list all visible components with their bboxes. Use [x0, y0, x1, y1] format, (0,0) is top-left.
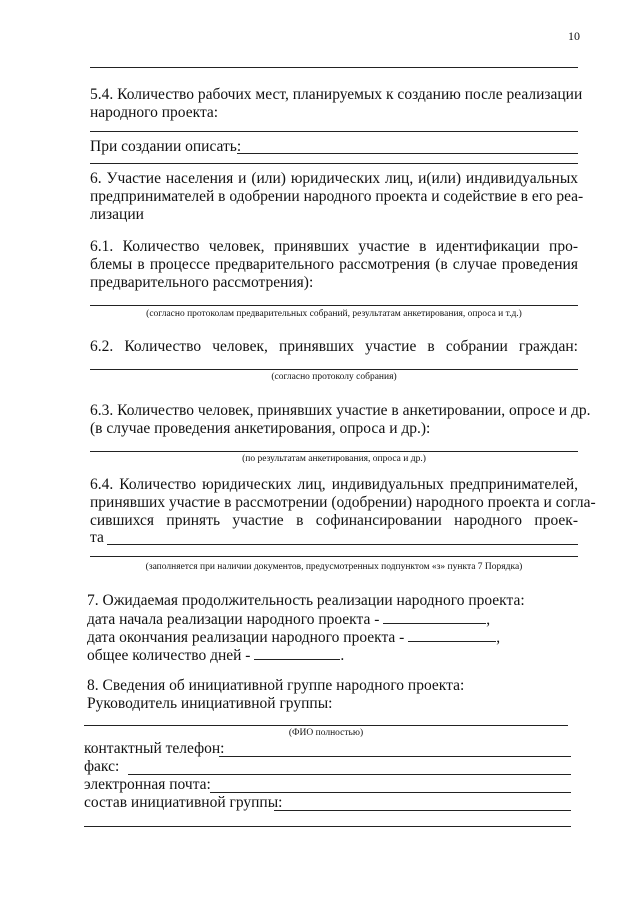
s7-end-tail: ,	[496, 629, 501, 646]
s7-start-row	[87, 610, 490, 629]
s6-1-fill-line[interactable]	[90, 305, 578, 306]
fax-label: факс:	[84, 758, 120, 775]
s6-1-line3: предварительного рассмотрения):	[90, 274, 314, 291]
s6-1-note: (согласно протоколам предварительных собраний, результатам анкетирования, опроса и т.д.)	[146, 309, 522, 319]
s6-1-line2: блемы в процессе предварительного рассмотрения (в случае проведения	[90, 256, 578, 273]
s7-days-tail: .	[340, 647, 345, 664]
describe-fill-line[interactable]	[237, 153, 578, 154]
s5-4-line1: 5.4. Количество рабочих мест, планируемых к созданию после реализации	[90, 86, 583, 103]
s6-3-note: (по результатам анкетирования, опроса и др.)	[242, 454, 426, 464]
s6-2-note: (согласно протоколу собрания)	[271, 372, 397, 382]
s7-end-label: дата окончания реализации народного проекта -	[87, 629, 405, 646]
s6-4-fill-line-2[interactable]	[90, 556, 578, 557]
s7-title: 7. Ожидаемая продолжительность реализации народного проекта:	[87, 592, 525, 609]
s7-end-row	[87, 628, 500, 647]
s6-line3: лизации	[90, 206, 144, 223]
s7-start-tail: ,	[486, 611, 491, 628]
s6-4-fill-line[interactable]	[107, 544, 578, 545]
email-field[interactable]	[210, 792, 571, 793]
describe-label: При создании описать:	[90, 138, 242, 155]
s6-2-fill-line[interactable]	[90, 369, 578, 370]
phone-label: контактный телефон:	[84, 740, 225, 757]
leader-label: Руководитель инициативной группы:	[87, 695, 333, 712]
end-date-field[interactable]	[408, 628, 496, 642]
start-date-field[interactable]	[383, 610, 486, 624]
fio-note: (ФИО полностью)	[288, 728, 364, 738]
email-label: электронная почта:	[84, 776, 211, 793]
s6-4-line4: та	[90, 529, 104, 546]
s7-days-row	[87, 646, 344, 665]
s7-days-label: общее количество дней -	[87, 647, 251, 664]
s6-3-fill-line[interactable]	[90, 451, 578, 452]
phone-field[interactable]	[219, 756, 571, 757]
s6-3-line2: (в случае проведения анкетирования, опроса и др.):	[90, 420, 431, 437]
total-days-field[interactable]	[254, 646, 340, 660]
s6-4-note: (заполняется при наличии документов, предусмотренных подпунктом «з» пункта 7 Порядка)	[145, 562, 523, 572]
top-fill-line	[90, 67, 578, 68]
s6-2-line1: 6.2. Количество человек, принявших участие в собрании граждан:	[90, 338, 578, 355]
s6-1-line1: 6.1. Количество человек, принявших участие в идентификации про-	[90, 238, 578, 255]
members-field-2[interactable]	[84, 826, 571, 827]
s6-4-line1: 6.4. Количество юридических лиц, индивидуальных предпринимателей,	[90, 476, 578, 493]
s6-4-line3: сившихся принять участие в софинансировании народного проек-	[90, 512, 578, 529]
s5-4-fill-line	[90, 131, 578, 132]
fax-field[interactable]	[128, 774, 571, 775]
members-field[interactable]	[274, 810, 571, 811]
s6-line1: 6. Участие населения и (или) юридических лиц, и(или) индивидуальных	[90, 170, 578, 187]
s6-line2: предпринимателей в одобрении народного проекта и содействие в его реа-	[90, 188, 584, 205]
s7-start-label: дата начала реализации народного проекта -	[87, 611, 380, 628]
members-label: состав инициативной группы:	[84, 794, 283, 811]
describe-fill-line-2[interactable]	[90, 163, 578, 164]
s6-4-line2: принявших участие в рассмотрении (одобрении) народного проекта и согла-	[90, 494, 596, 511]
s6-3-line1: 6.3. Количество человек, принявших участие в анкетировании, опросе и др.	[90, 402, 591, 419]
s8-title: 8. Сведения об инициативной группе народного проекта:	[87, 677, 465, 694]
leader-fio-field[interactable]	[84, 725, 568, 726]
s5-4-line2: народного проекта:	[90, 104, 219, 121]
page-number: 10	[568, 29, 580, 43]
